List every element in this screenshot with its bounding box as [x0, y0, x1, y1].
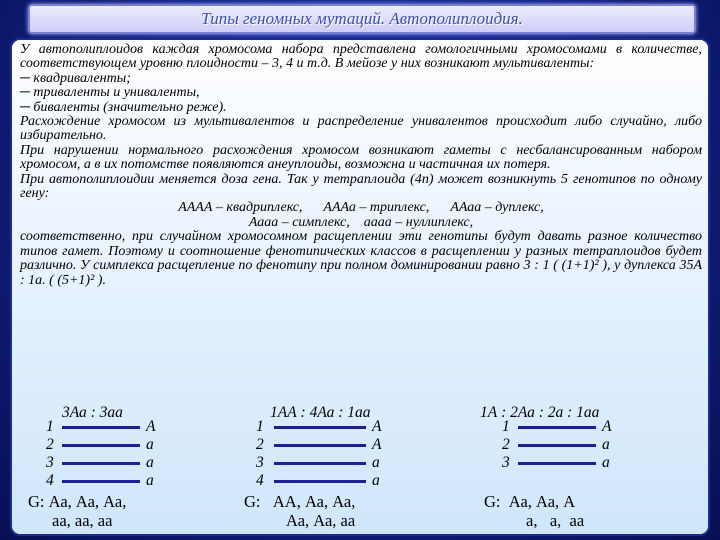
allele-label: а: [146, 436, 154, 453]
ratio-label: 1А : 2Аа : 2а : 1аа: [480, 404, 600, 421]
allele-label: А: [372, 436, 382, 453]
ratio-label: 3Аа : 3аа: [62, 404, 123, 421]
chromosome-number: 4: [46, 472, 54, 489]
allele-label: а: [146, 454, 154, 471]
chromosome-line: [62, 426, 140, 429]
allele-label: а: [602, 436, 610, 453]
content-panel: [10, 38, 710, 536]
gametes-label: G: АА, Аа, Аа,: [244, 492, 356, 511]
chromosome-number: 4: [256, 472, 264, 489]
allele-label: А: [602, 418, 612, 435]
chromosome-line: [274, 426, 366, 429]
genotypes-line-1: АААА – квадриплекс, АААа – триплекс, ААаа – дуплекс,: [178, 200, 544, 216]
chromosome-number: 3: [256, 454, 264, 471]
paragraph-segregation: Расхождение хромосом из мультивалентов и распределение унивалентов происходит либо случайно, либо избирательно.: [20, 114, 702, 144]
chromosome-line: [274, 444, 366, 447]
gametes-label: аа, аа, аа: [52, 511, 113, 530]
ratio-label: 1АА : 4Аа : 1аа: [270, 404, 371, 421]
chromosome-line: [518, 426, 596, 429]
list-item: ─ квадриваленты;: [20, 70, 131, 86]
chromosome-line: [518, 462, 596, 465]
chromosome-line: [274, 480, 366, 483]
allele-label: а: [146, 472, 154, 489]
gametes-label: G: Аа, Аа, А: [484, 492, 576, 511]
chromosome-number: 2: [46, 436, 54, 453]
chromosome-number: 1: [256, 418, 264, 435]
chromosome-number: 1: [46, 418, 54, 435]
allele-label: А: [146, 418, 156, 435]
chromosome-line: [274, 462, 366, 465]
gametes-label: G: Аа, Аа, Аа,: [28, 492, 127, 511]
chromosome-line: [62, 462, 140, 465]
slide-title: Типы геномных мутаций. Автополиплоидия.: [28, 4, 696, 34]
allele-label: а: [602, 454, 610, 471]
chromosome-number: 3: [502, 454, 510, 471]
chromosome-number: 2: [256, 436, 264, 453]
chromosome-number: 3: [46, 454, 54, 471]
body-text: [20, 43, 702, 288]
list-item: ─ биваленты (значительно реже).: [20, 99, 227, 115]
allele-label: а: [372, 454, 380, 471]
chromosome-number: 2: [502, 436, 510, 453]
chromosome-line: [62, 444, 140, 447]
paragraph-gametes: При нарушении нормального расхождения хромосом возникают гаметы с несбалансированным набором хромосом, а в их потомстве появляются анеуплоиды, возможна и частичная их потеря.: [20, 142, 702, 173]
allele-label: А: [372, 418, 382, 435]
paragraph-intro: У автополиплоидов каждая хромосома набора представлена гомологичными хромосомами в количестве, соответствующем уровню плоидности – 3, 4 и т.д. В мейозе у них возникают мультиваленты:: [20, 42, 702, 72]
paragraph-splitting: соответственно, при случайном хромосомном расщеплении эти генотипы будут давать разное количество типов гамет. Поэтому и соотношение фенотипических классов в расщеплении у разных тетраплоидов будет различно. У симплекса расщепление по фенотипу при полном доминировании равно 3 : 1 ( (1+1)² ), у дуплекса 35А : 1а. ( (5+1)² ).: [20, 229, 702, 288]
list-item: ─ триваленты и униваленты,: [20, 85, 200, 101]
allele-label: а: [372, 472, 380, 489]
gametes-label: а, а, аа: [526, 511, 585, 530]
chromosome-line: [62, 480, 140, 483]
chromosome-line: [518, 444, 596, 447]
chromosome-number: 1: [502, 418, 510, 435]
paragraph-gene-dose: При автополиплоидии меняется доза гена. Так у тетраплоида (4n) может возникнуть 5 генотипов по одному гену:: [20, 171, 702, 202]
gametes-label: Аа, Аа, аа: [286, 511, 356, 530]
genotypes-line-2: Аааа – симплекс, аааа – нуллиплекс,: [248, 214, 474, 230]
